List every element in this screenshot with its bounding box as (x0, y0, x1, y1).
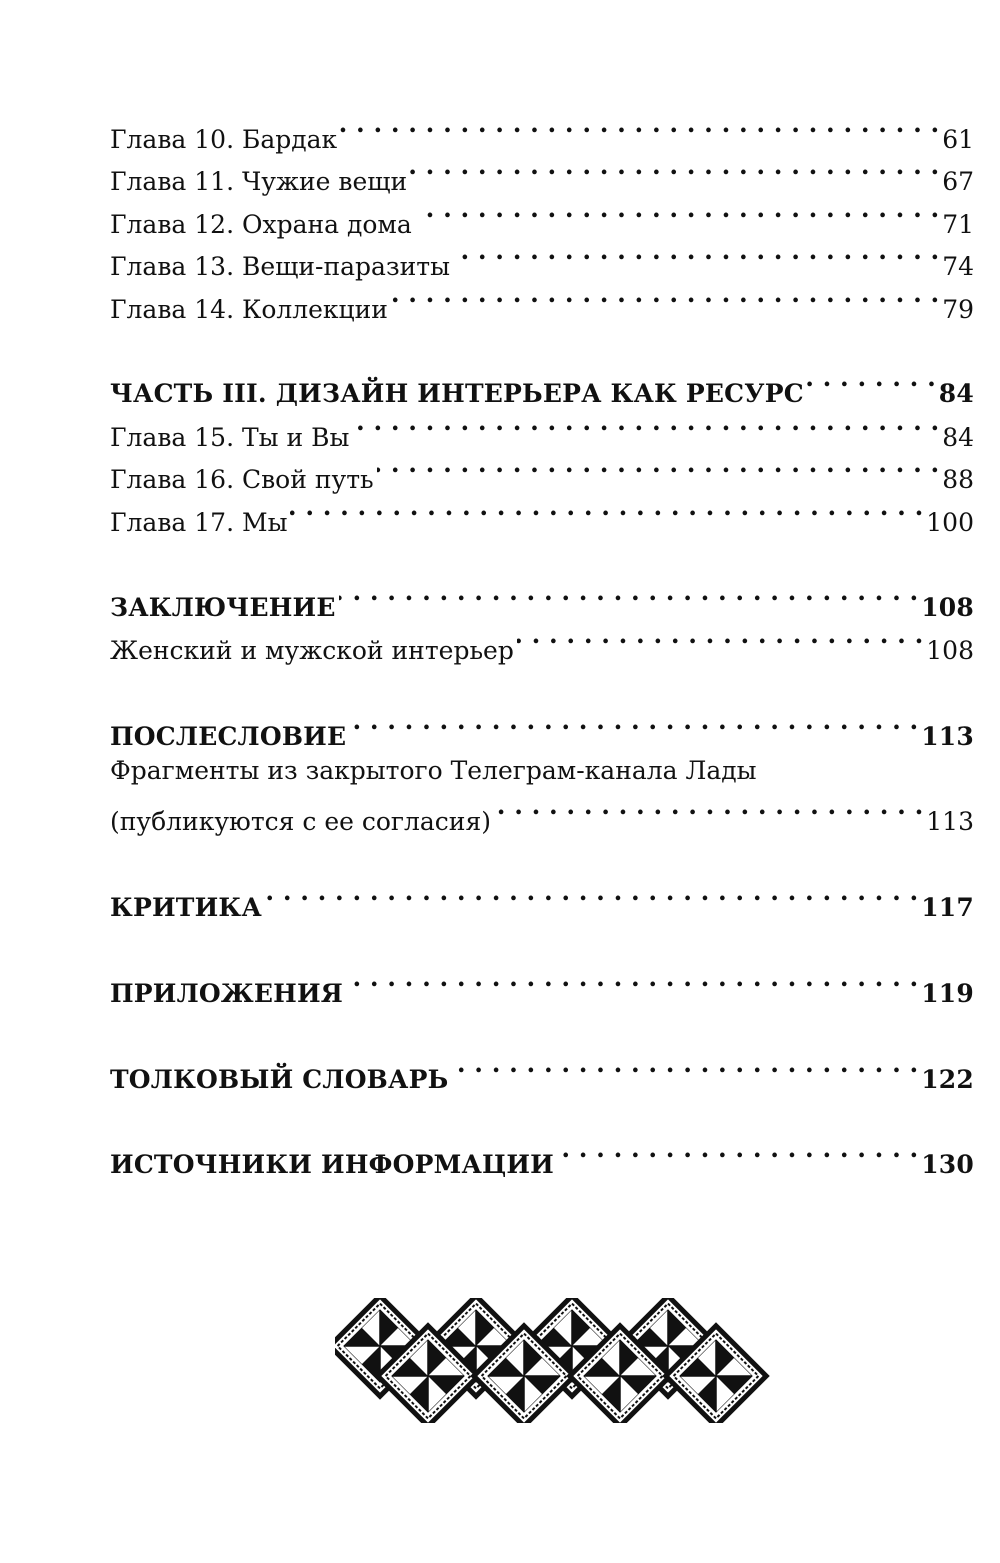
leader-dots (265, 882, 918, 916)
toc-entry-conclusion[interactable] (110, 582, 974, 625)
toc-section-title: КРИТИКА (110, 893, 262, 922)
toc-entry-page: 100 (926, 508, 974, 537)
leader-dots (340, 114, 939, 148)
toc-section-title: ИСТОЧНИКИ ИНФОРМАЦИИ (110, 1150, 555, 1179)
leader-dots (339, 582, 919, 616)
leader-dots (451, 1054, 918, 1088)
toc-entry-criticism[interactable] (110, 882, 974, 925)
toc-entry-page: 79 (942, 295, 974, 324)
toc-entry-page: 61 (942, 125, 974, 154)
toc-entry-conclusion-sub[interactable] (110, 625, 974, 668)
toc-entry-page: 119 (921, 979, 974, 1008)
toc-entry-page: 113 (926, 807, 974, 836)
leader-dots (415, 199, 939, 233)
toc-entry-title: Женский и мужской интерьер (110, 636, 514, 665)
toc-entry-title: (публикуются с ее согласия) (110, 807, 491, 836)
toc-entry-part-3[interactable] (110, 368, 974, 411)
leader-dots (377, 454, 940, 488)
toc-entry-page: 113 (921, 722, 974, 751)
toc-section-title: ЗАКЛЮЧЕНИЕ (110, 593, 336, 622)
toc-section-title: ЧАСТЬ III. ДИЗАЙН ИНТЕРЬЕРА КАК РЕСУРС (110, 379, 804, 408)
leader-dots (290, 497, 923, 531)
toc-entry-title: Глава 13. Вещи-паразиты (110, 252, 450, 281)
leader-dots (557, 1139, 918, 1173)
toc-entry-page: 130 (921, 1150, 974, 1179)
diamond-ornament-icon (335, 1298, 775, 1423)
toc-entry-glossary[interactable] (110, 1054, 974, 1097)
toc-entry-chapter-12[interactable] (110, 199, 974, 242)
toc-entry-title: Глава 12. Охрана дома (110, 210, 412, 239)
toc-entry-chapter-15[interactable] (110, 412, 974, 455)
toc-entry-page: 67 (942, 167, 974, 196)
toc-entry-page: 71 (942, 210, 974, 239)
toc-section-title: ТОЛКОВЫЙ СЛОВАРЬ (110, 1065, 449, 1094)
toc-entry-page: 74 (942, 252, 974, 281)
toc-entry-title: Глава 10. Бардак (110, 125, 338, 154)
leader-dots (391, 284, 939, 318)
toc-entry-title: Глава 11. Чужие вещи (110, 167, 408, 196)
toc-entry-page: 122 (921, 1065, 974, 1094)
toc-section-title: ПРИЛОЖЕНИЯ (110, 979, 344, 1008)
toc-entry-chapter-10[interactable] (110, 114, 974, 157)
leader-dots (453, 241, 939, 275)
toc-entry-chapter-11[interactable] (110, 156, 974, 199)
toc-section-title: ПОСЛЕСЛОВИЕ (110, 722, 347, 751)
toc-entry-chapter-13[interactable] (110, 241, 974, 284)
toc-entry-afterword-sub[interactable] (110, 796, 974, 839)
toc-entry-title: Глава 16. Свой путь (110, 465, 374, 494)
leader-dots (346, 968, 918, 1002)
toc-entry-page: 117 (921, 893, 974, 922)
toc-entry-sources[interactable] (110, 1139, 974, 1182)
leader-dots (352, 412, 939, 446)
toc-entry-title: Глава 17. Мы (110, 508, 288, 537)
toc-entry-chapter-16[interactable] (110, 454, 974, 497)
leader-dots (494, 796, 923, 830)
leader-dots (517, 625, 923, 659)
toc-entry-title: Глава 15. Ты и Вы (110, 423, 350, 452)
toc-entry-afterword[interactable] (110, 711, 974, 754)
toc-entry-chapter-17[interactable] (110, 497, 974, 540)
toc-entry-title: Глава 14. Коллекции (110, 295, 388, 324)
toc-entry-afterword-sub-line1[interactable]: Фрагменты из закрытого Телеграм-канала Лады (110, 756, 757, 785)
toc-entry-page: 84 (942, 423, 974, 452)
leader-dots (410, 156, 939, 190)
toc-entry-chapter-14[interactable] (110, 284, 974, 327)
toc-entry-appendices[interactable] (110, 968, 974, 1011)
leader-dots (807, 368, 936, 402)
toc-entry-page: 108 (921, 593, 974, 622)
toc-entry-page: 84 (938, 379, 974, 408)
toc-entry-page: 88 (942, 465, 974, 494)
leader-dots (349, 711, 918, 745)
toc-entry-page: 108 (926, 636, 974, 665)
